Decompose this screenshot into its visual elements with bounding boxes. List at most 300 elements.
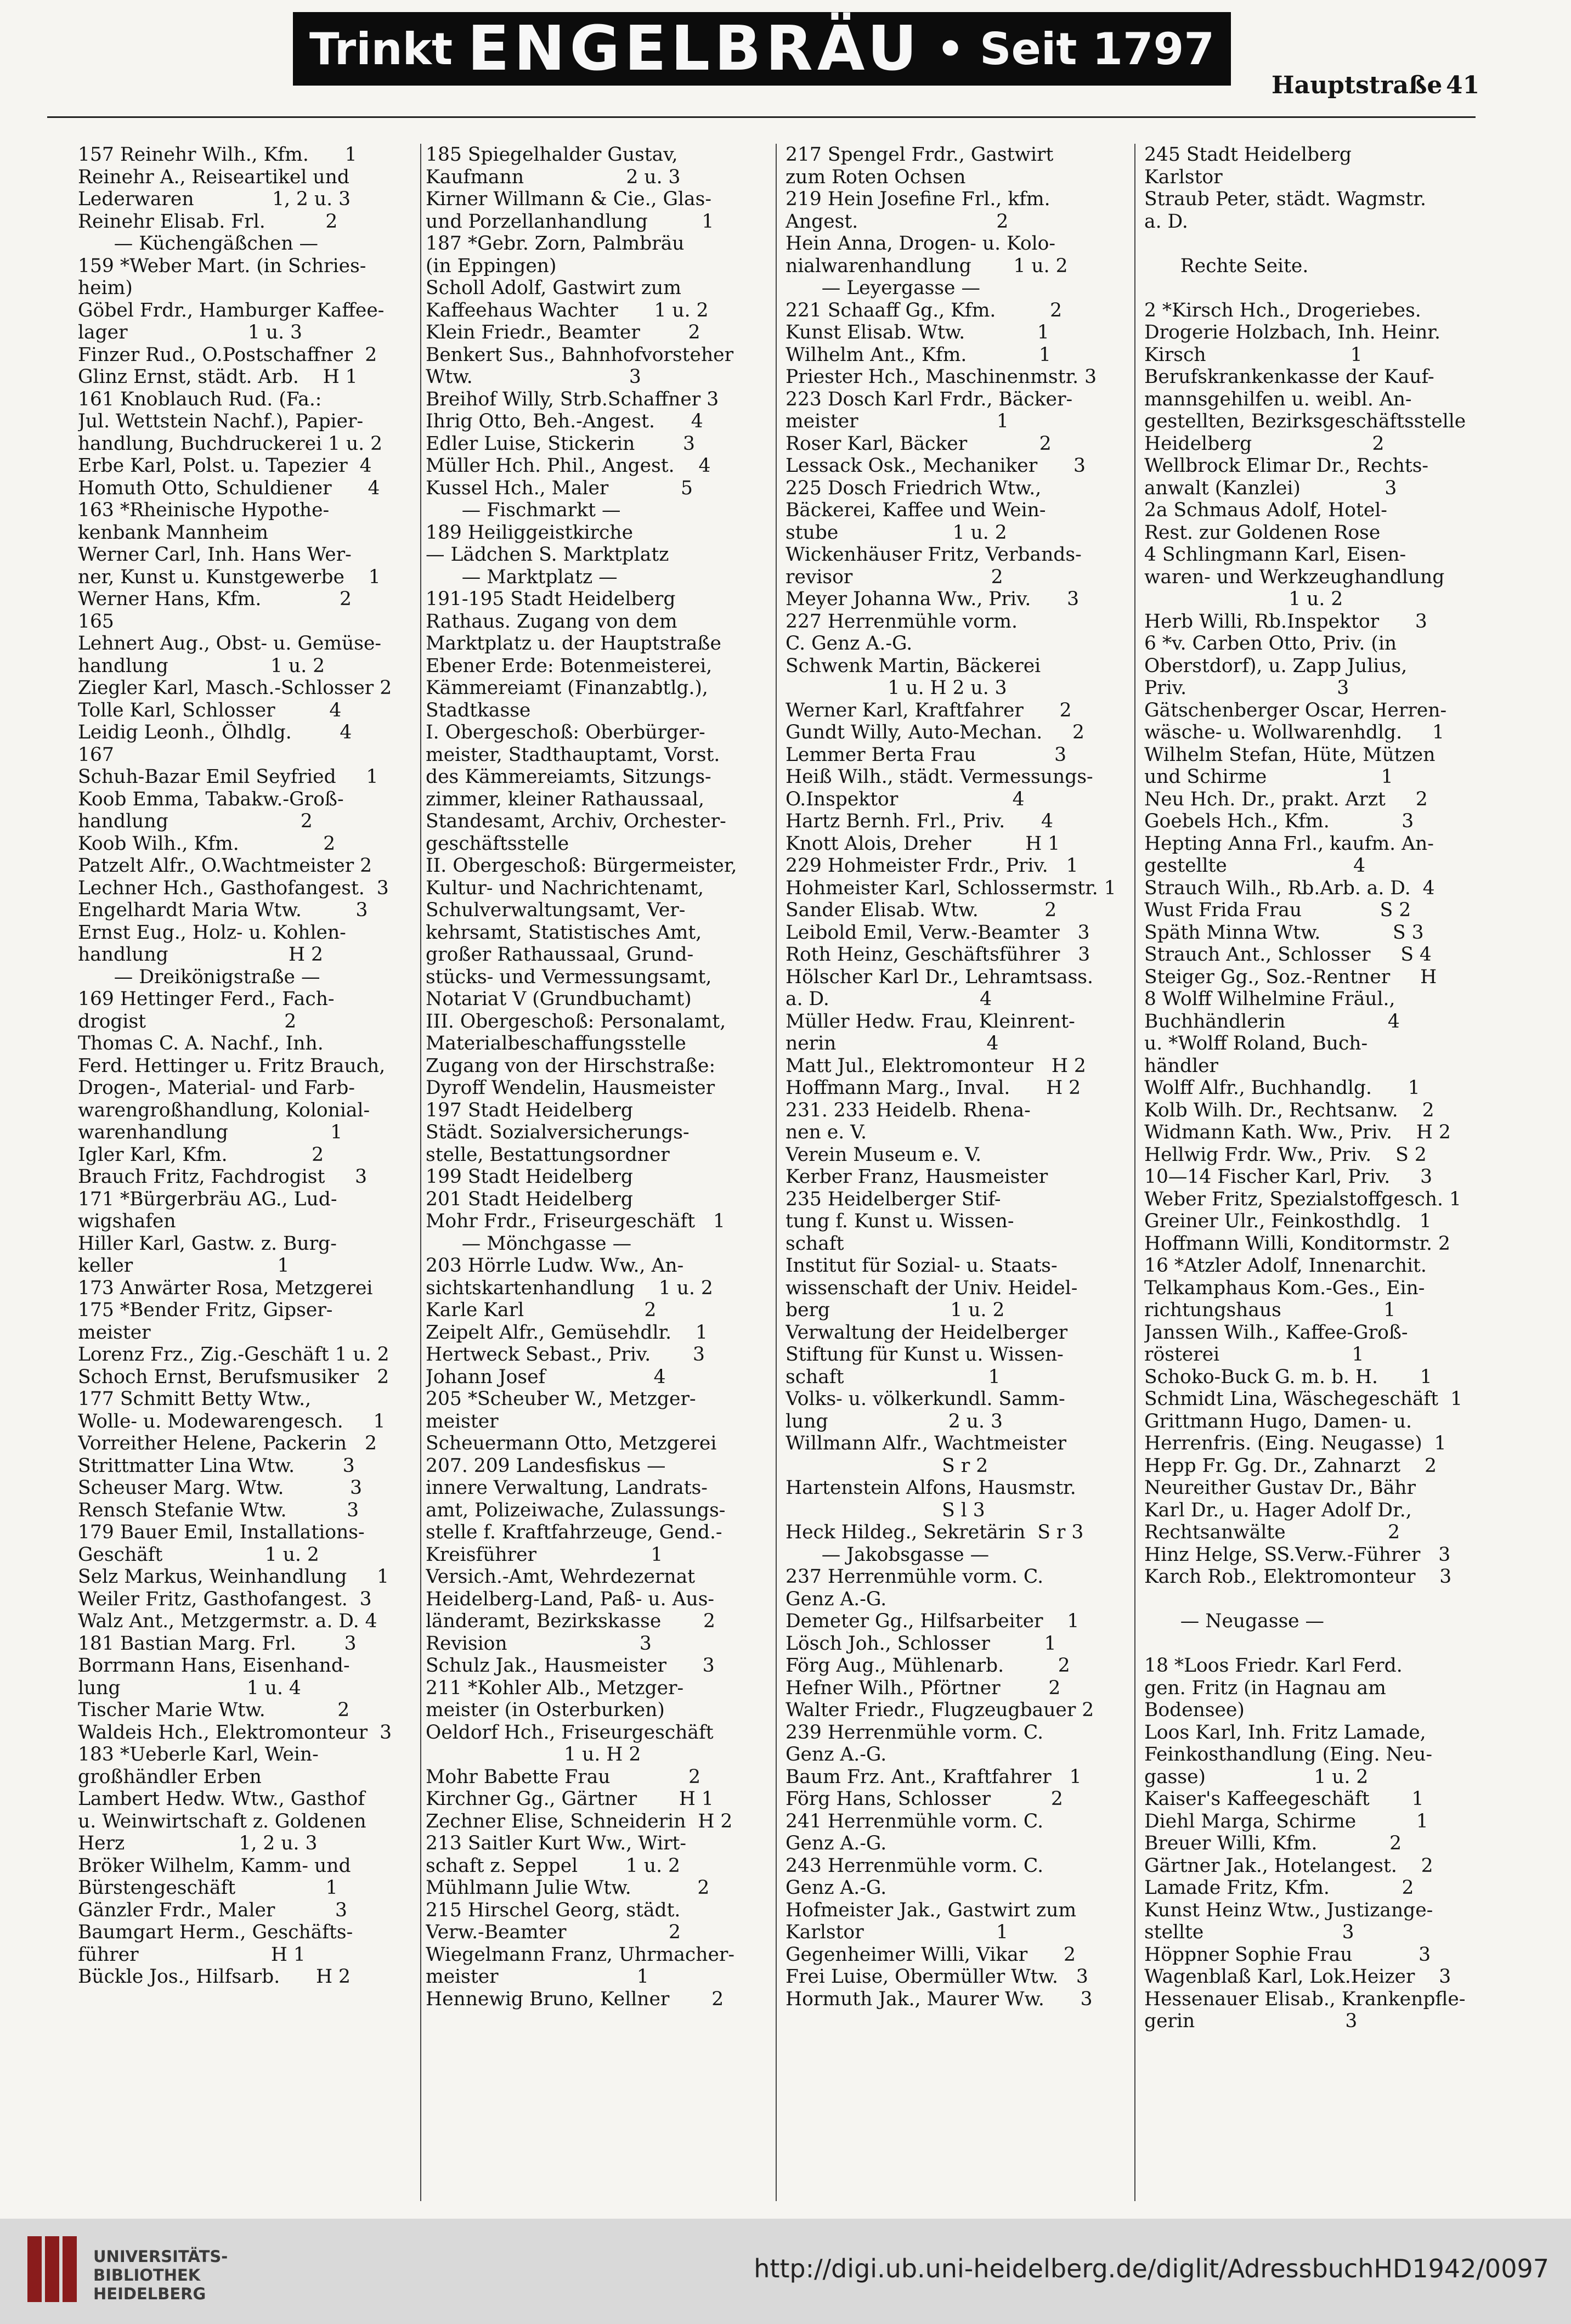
directory-entry-line: lung 1 u. 4 xyxy=(78,1677,301,1699)
directory-entry-line: des Kämmereiamts, Sitzungs- xyxy=(426,766,711,788)
directory-entry-line: Wolle- u. Modewarengesch. 1 xyxy=(78,1410,386,1432)
directory-entry-line: Walz Ant., Metzgermstr. a. D. 4 xyxy=(78,1610,377,1632)
directory-entry-line: I. Obergeschoß: Oberbürger- xyxy=(426,721,705,743)
column-1 xyxy=(78,144,416,2201)
directory-entry-line: Lösch Joh., Schlosser 1 xyxy=(786,1632,1056,1655)
directory-entry-line: Mühlmann Julie Wtw. 2 xyxy=(426,1877,710,1899)
directory-entry-line: Koob Emma, Tabakw.-Groß- xyxy=(78,788,344,810)
directory-entry-line: meister xyxy=(78,1321,151,1344)
directory-entry-line: Ferd. Hettinger u. Fritz Brauch, xyxy=(78,1054,386,1077)
directory-entry-line: stelle f. Kraftfahrzeuge, Gend.- xyxy=(426,1521,722,1543)
directory-entry-line: — Fischmarkt — xyxy=(426,499,621,521)
directory-entry-line: 219 Hein Josefine Frl., kfm. xyxy=(786,188,1050,210)
directory-entry-line: Koob Wilh., Kfm. 2 xyxy=(78,832,336,855)
directory-entry-line: Bäckerei, Kaffee und Wein- xyxy=(786,499,1046,521)
directory-entry-line: Werner Hans, Kfm. 2 xyxy=(78,588,352,610)
directory-entry-line: 245 Stadt Heidelberg xyxy=(1144,144,1352,166)
directory-entry-line: 243 Herrenmühle vorm. C. xyxy=(786,1854,1044,1877)
directory-entry-line: Strittmatter Lina Wtw. 3 xyxy=(78,1454,355,1477)
directory-entry-line: handlung H 2 xyxy=(78,944,323,966)
directory-entry-line: Müller Hch. Phil., Angest. 4 xyxy=(426,455,711,477)
directory-entry-line: Hepting Anna Frl., kaufm. An- xyxy=(1144,832,1434,855)
directory-entry-line: nerin 4 xyxy=(786,1033,999,1054)
directory-entry-line: Rensch Stefanie Wtw. 3 xyxy=(78,1499,359,1521)
directory-entry-line: zum Roten Ochsen xyxy=(786,166,966,188)
directory-entry-line: Kirner Willmann & Cie., Glas- xyxy=(426,188,711,210)
directory-entry-line: 221 Schaaff Gg., Kfm. 2 xyxy=(786,299,1063,321)
directory-entry-line: rösterei 1 xyxy=(1144,1344,1364,1366)
advertisement-banner xyxy=(293,12,1231,86)
directory-entry-line: Wickenhäuser Fritz, Verbands- xyxy=(786,544,1082,566)
directory-entry-line: Benkert Sus., Bahnhofvorsteher xyxy=(426,343,734,366)
banner-brand: ENGELBRÄU xyxy=(467,13,922,84)
directory-entry-line: keller 1 xyxy=(78,1255,290,1277)
directory-entry-line: Kaufmann 2 u. 3 xyxy=(426,166,681,188)
column-divider xyxy=(420,144,421,2201)
page-number: 41 xyxy=(1446,71,1480,99)
directory-entry-line: 175 *Bender Fritz, Gipser- xyxy=(78,1299,333,1321)
directory-entry-line: Kerber Franz, Hausmeister xyxy=(786,1166,1048,1188)
directory-entry-line: Stadtkasse xyxy=(426,699,531,721)
directory-entry-line: Neu Hch. Dr., prakt. Arzt 2 xyxy=(1144,788,1428,810)
directory-entry-line: 171 *Bürgerbräu AG., Lud- xyxy=(78,1188,337,1210)
directory-entry-line: händler xyxy=(1144,1054,1219,1077)
directory-entry-line: Goebels Hch., Kfm. 3 xyxy=(1144,810,1414,832)
directory-entry-line: Zugang von der Hirschstraße: xyxy=(426,1054,716,1077)
directory-entry-line: Jul. Wettstein Nachf.), Papier- xyxy=(78,410,364,432)
directory-entry-line: Hepp Fr. Gg. Dr., Zahnarzt 2 xyxy=(1144,1454,1437,1477)
directory-entry-line: Gärtner Jak., Hotelangest. 2 xyxy=(1144,1854,1433,1877)
directory-entry-line: 225 Dosch Friedrich Wtw., xyxy=(786,477,1042,499)
directory-entry-line: 167 xyxy=(78,743,114,766)
directory-entry-line: gasse) 1 u. 2 xyxy=(1144,1765,1369,1788)
directory-entry-line: Rechte Seite. xyxy=(1144,255,1309,277)
directory-entry-line: Borrmann Hans, Eisenhand- xyxy=(78,1655,350,1677)
directory-entry-line: Verw.-Beamter 2 xyxy=(426,1921,681,1943)
directory-entry-line: schaft xyxy=(786,1232,844,1255)
directory-entry-line: u. Weinwirtschaft z. Goldenen xyxy=(78,1810,366,1832)
directory-entry-line: gestellten, Bezirksgeschäftsstelle xyxy=(1144,410,1466,432)
directory-entry-line: 183 *Ueberle Karl, Wein- xyxy=(78,1744,319,1765)
directory-entry-line: Gegenheimer Willi, Vikar 2 xyxy=(786,1943,1076,1966)
directory-entry-line: 6 *v. Carben Otto, Priv. (in xyxy=(1144,633,1397,655)
directory-entry-line: Walter Friedr., Flugzeugbauer 2 xyxy=(786,1699,1094,1721)
directory-entry-line: Hohmeister Karl, Schlossermstr. 1 xyxy=(786,877,1116,899)
directory-entry-line: 10—14 Fischer Karl, Priv. 3 xyxy=(1144,1166,1433,1188)
directory-entry-line: Drogen-, Material- und Farb- xyxy=(78,1077,355,1099)
directory-entry-line: Gundt Willy, Auto-Mechan. 2 xyxy=(786,721,1084,743)
directory-entry-line: 215 Hirschel Georg, städt. xyxy=(426,1899,681,1921)
directory-entry-line: 231. 233 Heidelb. Rhena- xyxy=(786,1099,1031,1121)
directory-entry-line: nialwarenhandlung 1 u. 2 xyxy=(786,255,1068,277)
directory-entry-line: Matt Jul., Elektromonteur H 2 xyxy=(786,1054,1086,1077)
directory-entry-line: Breuer Willi, Kfm. 2 xyxy=(1144,1832,1402,1854)
directory-entry-line: Herb Willi, Rb.Inspektor 3 xyxy=(1144,610,1427,633)
directory-entry-line: Strauch Wilh., Rb.Arb. a. D. 4 xyxy=(1144,877,1435,899)
directory-entry-line: Buchhändlerin 4 xyxy=(1144,1010,1400,1033)
directory-entry-line: Ihrig Otto, Beh.-Angest. 4 xyxy=(426,410,703,432)
directory-entry-line: Herrenfris. (Eing. Neugasse) 1 xyxy=(1144,1432,1446,1454)
directory-entry-line: Werner Karl, Kraftfahrer 2 xyxy=(786,699,1072,721)
digitization-footer xyxy=(0,2219,1571,2324)
directory-entry-line: Standesamt, Archiv, Orchester- xyxy=(426,810,726,832)
directory-entry-line: führer H 1 xyxy=(78,1943,306,1966)
directory-entry-line: zimmer, kleiner Rathaussaal, xyxy=(426,788,704,810)
directory-entry-line: 217 Spengel Frdr., Gastwirt xyxy=(786,144,1054,166)
directory-entry-line: Greiner Ulr., Feinkosthdlg. 1 xyxy=(1144,1210,1432,1232)
directory-entry-line: Brauch Fritz, Fachdrogist 3 xyxy=(78,1166,368,1188)
directory-entry-line: Diehl Marga, Schirme 1 xyxy=(1144,1810,1428,1832)
directory-entry-line: Priv. 3 xyxy=(1144,677,1349,699)
running-head-street: Hauptstraße xyxy=(1272,71,1443,99)
column-2 xyxy=(426,144,768,2201)
directory-entry-line: Tischer Marie Wtw. 2 xyxy=(78,1699,350,1721)
directory-entry-line: Kunst Heinz Wtw., Justizange- xyxy=(1144,1899,1433,1921)
directory-entry-line: III. Obergeschoß: Personalamt, xyxy=(426,1010,726,1033)
directory-entry-line: Lamade Fritz, Kfm. 2 xyxy=(1144,1877,1414,1899)
directory-entry-line: Strauch Ant., Schlosser S 4 xyxy=(1144,944,1432,966)
directory-entry-line: Thomas C. A. Nachf., Inh. xyxy=(78,1033,324,1054)
directory-entry-line: Dyroff Wendelin, Hausmeister xyxy=(426,1077,715,1099)
directory-entry-line: Breihof Willy, Strb.Schaffner 3 xyxy=(426,388,719,410)
directory-entry-line: Kaiser's Kaffeegeschäft 1 xyxy=(1144,1788,1424,1810)
directory-entry-line: Karlstor 1 xyxy=(786,1921,1008,1943)
directory-entry-line: Lorenz Frz., Zig.-Geschäft 1 u. 2 xyxy=(78,1344,389,1366)
directory-entry-line: Erbe Karl, Polst. u. Tapezier 4 xyxy=(78,455,372,477)
directory-entry-line: länderamt, Bezirkskasse 2 xyxy=(426,1610,715,1632)
directory-entry-line: Göbel Frdr., Hamburger Kaffee- xyxy=(78,299,385,321)
directory-entry-line: Angest. 2 xyxy=(786,210,1009,233)
directory-entry-line: Gänzler Frdr., Maler 3 xyxy=(78,1899,348,1921)
directory-entry-line: Hormuth Jak., Maurer Ww. 3 xyxy=(786,1988,1093,2010)
library-name-line-1: UNIVERSITÄTS- xyxy=(93,2247,228,2266)
directory-entry-line: Höppner Sophie Frau 3 xyxy=(1144,1943,1431,1966)
directory-entry-line: drogist 2 xyxy=(78,1010,297,1033)
directory-entry-line: meister 1 xyxy=(426,1966,649,1988)
directory-entry-line: 185 Spiegelhalder Gustav, xyxy=(426,144,678,166)
directory-entry-line: Frei Luise, Obermüller Wtw. 3 xyxy=(786,1966,1088,1988)
directory-entry-line: 161 Knoblauch Rud. (Fa.: xyxy=(78,388,322,410)
directory-entry-line: ner, Kunst u. Kunstgewerbe 1 xyxy=(78,566,381,588)
directory-entry-line: meister xyxy=(426,1410,499,1432)
directory-entry-line: Hertweck Sebast., Priv. 3 xyxy=(426,1344,705,1366)
directory-entry-line: Marktplatz u. der Hauptstraße xyxy=(426,633,721,655)
directory-entry-line: Verein Museum e. V. xyxy=(786,1143,982,1166)
directory-entry-line: Heiß Wilh., städt. Vermessungs- xyxy=(786,766,1093,788)
directory-entry-line: 199 Stadt Heidelberg xyxy=(426,1166,633,1188)
directory-entry-line: sichtskartenhandlung 1 u. 2 xyxy=(426,1277,713,1299)
directory-entry-line: gen. Fritz (in Hagnau am xyxy=(1144,1677,1386,1699)
directory-entry-line: Ernst Eug., Holz- u. Kohlen- xyxy=(78,921,346,944)
directory-entry-line: S l 3 xyxy=(786,1499,985,1521)
directory-entry-line: Roser Karl, Bäcker 2 xyxy=(786,432,1052,455)
directory-entry-line: anwalt (Kanzlei) 3 xyxy=(1144,477,1397,499)
directory-entry-line: Bückle Jos., Hilfsarb. H 2 xyxy=(78,1966,351,1988)
directory-entry-line: Grittmann Hugo, Damen- u. xyxy=(1144,1410,1412,1432)
directory-entry-line: Kultur- und Nachrichtenamt, xyxy=(426,877,704,899)
directory-entry-line: Steiger Gg., Soz.-Rentner H xyxy=(1144,966,1437,988)
directory-entry-line: 165 xyxy=(78,610,114,633)
directory-entry-line: Verwaltung der Heidelberger xyxy=(786,1321,1068,1344)
directory-entry-line: 213 Saitler Kurt Ww., Wirt- xyxy=(426,1832,687,1854)
directory-entry-line: — Dreikönigstraße — xyxy=(78,966,320,988)
directory-entry-line: Karl Dr., u. Hager Adolf Dr., xyxy=(1144,1499,1412,1521)
directory-entry-line: 169 Hettinger Ferd., Fach- xyxy=(78,988,335,1010)
directory-entry-line: Genz A.-G. xyxy=(786,1588,887,1610)
directory-entry-line: 179 Bauer Emil, Installations- xyxy=(78,1521,365,1543)
directory-entry-line: Lemmer Berta Frau 3 xyxy=(786,743,1067,766)
directory-entry-line: Heidelberg-Land, Paß- u. Aus- xyxy=(426,1588,715,1610)
directory-entry-line: Kirchner Gg., Gärtner H 1 xyxy=(426,1788,714,1810)
directory-entry-line: Klein Friedr., Beamter 2 xyxy=(426,321,700,343)
directory-entry-line: Weber Fritz, Spezialstoffgesch. 1 xyxy=(1144,1188,1461,1210)
directory-entry-line: Mohr Frdr., Friseurgeschäft 1 xyxy=(426,1210,725,1232)
column-4 xyxy=(1144,144,1490,2201)
directory-entry-line: stube 1 u. 2 xyxy=(786,521,1007,544)
directory-entry-line: Bröker Wilhelm, Kamm- und xyxy=(78,1854,351,1877)
directory-entry-line xyxy=(1144,1633,1490,1655)
directory-entry-line: Wust Frida Frau S 2 xyxy=(1144,899,1411,921)
source-url-link[interactable]: http://digi.ub.uni-heidelberg.de/diglit/AdressbuchHD1942/0097 xyxy=(754,2254,1549,2283)
directory-entry-line: lager 1 u. 3 xyxy=(78,321,302,343)
directory-entry-line: 4 Schlingmann Karl, Eisen- xyxy=(1144,544,1406,566)
directory-entry-line: u. *Wolff Roland, Buch- xyxy=(1144,1033,1368,1054)
directory-entry-line: Hartenstein Alfons, Hausmstr. xyxy=(786,1477,1076,1499)
directory-entry-line: — Leyergasse — xyxy=(786,277,980,299)
directory-entry-line: Hein Anna, Drogen- u. Kolo- xyxy=(786,233,1056,255)
directory-entry-line: handlung 2 xyxy=(78,810,313,832)
column-3 xyxy=(786,144,1126,2201)
directory-entry-line: Baumgart Herm., Geschäfts- xyxy=(78,1921,353,1943)
directory-entry-line: wäsche- u. Wollwarenhdlg. 1 xyxy=(1144,721,1444,743)
directory-entry-line: 159 *Weber Mart. (in Schries- xyxy=(78,255,366,277)
directory-entry-line: Finzer Rud., O.Postschaffner 2 xyxy=(78,343,377,366)
directory-entry-line: Revision 3 xyxy=(426,1632,652,1655)
directory-entry-line: Hefner Wilh., Pförtner 2 xyxy=(786,1677,1061,1699)
directory-entry-line: Straub Peter, städt. Wagmstr. xyxy=(1144,188,1426,210)
directory-entry-line: Kirsch 1 xyxy=(1144,343,1363,366)
directory-entry-line: 16 *Atzler Adolf, Innenarchit. xyxy=(1144,1255,1427,1277)
directory-entry-line xyxy=(1144,1588,1490,1611)
directory-entry-line: 1 u. H 2 u. 3 xyxy=(786,677,1007,699)
directory-entry-line: Zechner Elise, Schneiderin H 2 xyxy=(426,1810,733,1832)
directory-entry-line: Hessenauer Elisab., Krankenpfle- xyxy=(1144,1988,1466,2010)
directory-entry-line: Mohr Babette Frau 2 xyxy=(426,1765,701,1788)
directory-entry-line: Wilhelm Ant., Kfm. 1 xyxy=(786,343,1051,366)
directory-entry-line: meister (in Osterburken) xyxy=(426,1699,665,1721)
directory-entry-line: stellte 3 xyxy=(1144,1921,1354,1943)
directory-entry-line: Johann Josef 4 xyxy=(426,1366,666,1388)
directory-entry-line: Feinkosthandlung (Eing. Neu- xyxy=(1144,1744,1432,1765)
directory-entry-line: Reinehr Elisab. Frl. 2 xyxy=(78,210,338,233)
directory-entry-line: Rechtsanwälte 2 xyxy=(1144,1521,1400,1543)
directory-entry-line: Schuh-Bazar Emil Seyfried 1 xyxy=(78,766,378,788)
directory-entry-line: heim) xyxy=(78,277,133,299)
directory-entry-line: Glinz Ernst, städt. Arb. H 1 xyxy=(78,366,358,388)
directory-entry-line: Karch Rob., Elektromonteur 3 xyxy=(1144,1566,1452,1588)
directory-entry-line: kehrsamt, Statistisches Amt, xyxy=(426,921,702,944)
directory-entry-line: Widmann Kath. Ww., Priv. H 2 xyxy=(1144,1121,1451,1143)
directory-entry-line: C. Genz A.-G. xyxy=(786,633,913,655)
directory-entry-line: Bodensee) xyxy=(1144,1699,1245,1721)
directory-entry-line: amt, Polizeiwache, Zulassungs- xyxy=(426,1499,726,1521)
directory-entry-line: Wiegelmann Franz, Uhrmacher- xyxy=(426,1943,735,1966)
directory-entry-line: Meyer Johanna Ww., Priv. 3 xyxy=(786,588,1080,610)
directory-entry-line: Bürstengeschäft 1 xyxy=(78,1877,338,1899)
directory-entry-line: 2a Schmaus Adolf, Hotel- xyxy=(1144,499,1387,521)
directory-entry-line: Leibold Emil, Verw.-Beamter 3 xyxy=(786,921,1090,944)
directory-entry-line: schaft 1 xyxy=(786,1366,1001,1388)
directory-entry-line: revisor 2 xyxy=(786,566,1003,588)
directory-entry-line: richtungshaus 1 xyxy=(1144,1299,1396,1321)
directory-entry-line: Hellwig Frdr. Ww., Priv. S 2 xyxy=(1144,1143,1427,1166)
directory-entry-line: 8 Wolff Wilhelmine Fräul., xyxy=(1144,988,1395,1010)
directory-entry-line: Schulverwaltungsamt, Ver- xyxy=(426,899,686,921)
column-divider xyxy=(776,144,777,2201)
banner-text-1: Trinkt xyxy=(309,23,453,75)
directory-entry-line: Wellbrock Elimar Dr., Rechts- xyxy=(1144,455,1429,477)
directory-entry-line: handlung, Buchdruckerei 1 u. 2 xyxy=(78,432,383,455)
directory-entry-line: 235 Heidelberger Stif- xyxy=(786,1188,1001,1210)
directory-entry-line: Scheuser Marg. Wtw. 3 xyxy=(78,1477,363,1499)
directory-entry-line: Versich.-Amt, Wehrdezernat xyxy=(426,1566,696,1588)
directory-entry-line: — Marktplatz — xyxy=(426,566,618,588)
directory-entry-line: handlung 1 u. 2 xyxy=(78,655,325,677)
directory-entry-line: Engelhardt Maria Wtw. 3 xyxy=(78,899,368,921)
directory-entry-line: Baum Frz. Ant., Kraftfahrer 1 xyxy=(786,1765,1082,1788)
directory-entry-line: 205 *Scheuber W., Metzger- xyxy=(426,1388,696,1410)
directory-entry-line: schaft z. Seppel 1 u. 2 xyxy=(426,1854,680,1877)
directory-entry-line: meister, Stadthauptamt, Vorst. xyxy=(426,743,720,766)
directory-entry-line: Drogerie Holzbach, Inh. Heinr. xyxy=(1144,321,1440,343)
directory-entry-line: Vorreither Helene, Packerin 2 xyxy=(78,1432,377,1454)
directory-entry-line: Patzelt Alfr., O.Wachtmeister 2 xyxy=(78,855,372,877)
directory-entry-line xyxy=(1144,277,1490,300)
directory-entry-line: Waldeis Hch., Elektromonteur 3 xyxy=(78,1721,392,1744)
directory-entry-line: 197 Stadt Heidelberg xyxy=(426,1099,633,1121)
library-logo-icon xyxy=(22,2231,82,2308)
directory-entry-line: lung 2 u. 3 xyxy=(786,1410,1003,1432)
directory-entry-line: 1 u. H 2 xyxy=(426,1744,641,1765)
directory-entry-line: Hoffmann Willi, Konditormstr. 2 xyxy=(1144,1232,1450,1255)
directory-entry-line: Zeipelt Alfr., Gemüsehdlr. 1 xyxy=(426,1321,708,1344)
directory-entry-line: Genz A.-G. xyxy=(786,1832,887,1854)
directory-entry-line: 237 Herrenmühle vorm. C. xyxy=(786,1566,1044,1588)
directory-entry-line: Priester Hch., Maschinenmstr. 3 xyxy=(786,366,1097,388)
directory-entry-line: Sander Elisab. Wtw. 2 xyxy=(786,899,1057,921)
directory-entry-line: Telkamphaus Kom.-Ges., Ein- xyxy=(1144,1277,1425,1299)
directory-entry-line: Schoch Ernst, Berufsmusiker 2 xyxy=(78,1366,389,1388)
directory-entry-line: Kussel Hch., Maler 5 xyxy=(426,477,693,499)
directory-entry-line: a. D. 4 xyxy=(786,988,992,1010)
directory-entry-line: Genz A.-G. xyxy=(786,1744,887,1765)
directory-entry-line: Hennewig Bruno, Kellner 2 xyxy=(426,1988,724,2010)
directory-entry-line: Scholl Adolf, Gastwirt zum xyxy=(426,277,681,299)
directory-entry-line: Igler Karl, Kfm. 2 xyxy=(78,1143,324,1166)
directory-entry-line: Müller Hedw. Frau, Kleinrent- xyxy=(786,1010,1075,1033)
directory-entry-line: 18 *Loos Friedr. Karl Ferd. xyxy=(1144,1655,1403,1677)
directory-entry-line: Demeter Gg., Hilfsarbeiter 1 xyxy=(786,1610,1080,1632)
directory-entry-line: 1 u. 2 xyxy=(1144,588,1343,610)
directory-entry-line: Späth Minna Wtw. S 3 xyxy=(1144,921,1424,944)
directory-entry-line: Oeldorf Hch., Friseurgeschäft xyxy=(426,1721,714,1744)
directory-entry-line: Berufskrankenkasse der Kauf- xyxy=(1144,366,1434,388)
directory-entry-line: Lederwaren 1, 2 u. 3 xyxy=(78,188,351,210)
directory-entry-line: Schulz Jak., Hausmeister 3 xyxy=(426,1655,715,1677)
directory-entry-line xyxy=(1144,233,1490,255)
directory-entry-line: Wilhelm Stefan, Hüte, Mützen xyxy=(1144,743,1436,766)
directory-entry-line: 157 Reinehr Wilh., Kfm. 1 xyxy=(78,144,357,166)
directory-entry-line: Städt. Sozialversicherungs- xyxy=(426,1121,690,1143)
directory-entry-line: (in Eppingen) xyxy=(426,255,557,277)
directory-entry-line: Roth Heinz, Geschäftsführer 3 xyxy=(786,944,1090,966)
directory-entry-line: Leidig Leonh., Ölhdlg. 4 xyxy=(78,721,352,743)
directory-entry-line: 207. 209 Landesfiskus — xyxy=(426,1454,666,1477)
directory-entry-line: 191-195 Stadt Heidelberg xyxy=(426,588,676,610)
directory-entry-line: meister 1 xyxy=(786,410,1009,432)
directory-entry-line: wissenschaft der Univ. Heidel- xyxy=(786,1277,1078,1299)
directory-entry-line: Scheuermann Otto, Metzgerei xyxy=(426,1432,717,1454)
directory-entry-line: 2 *Kirsch Hch., Drogeriebes. xyxy=(1144,299,1421,321)
column-divider xyxy=(1134,144,1135,2201)
directory-entry-line: Knott Alois, Dreher H 1 xyxy=(786,832,1060,855)
directory-entry-line: Materialbeschaffungsstelle xyxy=(426,1033,686,1054)
directory-entry-line: Gätschenberger Oscar, Herren- xyxy=(1144,699,1447,721)
directory-entry-line: Lambert Hedw. Wtw., Gasthof xyxy=(78,1788,365,1810)
directory-entry-line: 227 Herrenmühle vorm. xyxy=(786,610,1018,633)
directory-entry-line: und Schirme 1 xyxy=(1144,766,1393,788)
directory-entry-line: Schwenk Martin, Bäckerei xyxy=(786,655,1041,677)
directory-entry-line: Kaffeehaus Wachter 1 u. 2 xyxy=(426,299,709,321)
directory-entry-line: Neureither Gustav Dr., Bähr xyxy=(1144,1477,1416,1499)
directory-entry-line: Stiftung für Kunst u. Wissen- xyxy=(786,1344,1064,1366)
directory-entry-line: 203 Hörrle Ludw. Ww., An- xyxy=(426,1255,684,1277)
directory-entry-line: mannsgehilfen u. weibl. An- xyxy=(1144,388,1412,410)
directory-entry-line: tung f. Kunst u. Wissen- xyxy=(786,1210,1014,1232)
directory-entry-line: — Küchengäßchen — xyxy=(78,233,319,255)
directory-entry-line: 173 Anwärter Rosa, Metzgerei xyxy=(78,1277,373,1299)
directory-entry-line: nen e. V. xyxy=(786,1121,867,1143)
directory-entry-line: — Lädchen S. Marktplatz xyxy=(426,544,669,566)
directory-entry-line: Geschäft 1 u. 2 xyxy=(78,1543,319,1566)
directory-entry-line: Hoffmann Marg., Inval. H 2 xyxy=(786,1077,1081,1099)
directory-entry-line: waren- und Werkzeughandlung xyxy=(1144,566,1445,588)
directory-entry-line: Förg Hans, Schlosser 2 xyxy=(786,1788,1063,1810)
directory-entry-line: Kämmereiamt (Finanzabtlg.), xyxy=(426,677,708,699)
directory-entry-line: 163 *Rheinische Hypothe- xyxy=(78,499,330,521)
directory-entry-line: Weiler Fritz, Gasthofangest. 3 xyxy=(78,1588,372,1610)
directory-entry-line: Lehnert Aug., Obst- u. Gemüse- xyxy=(78,633,382,655)
directory-entry-line: innere Verwaltung, Landrats- xyxy=(426,1477,708,1499)
directory-entry-line: Loos Karl, Inh. Fritz Lamade, xyxy=(1144,1721,1426,1744)
directory-entry-line: Genz A.-G. xyxy=(786,1877,887,1899)
directory-entry-line: — Jakobsgasse — xyxy=(786,1543,990,1566)
library-name-line-3: HEIDELBERG xyxy=(93,2284,206,2303)
directory-entry-line: 211 *Kohler Alb., Metzger- xyxy=(426,1677,684,1699)
directory-entry-line: Förg Aug., Mühlenarb. 2 xyxy=(786,1655,1070,1677)
directory-entry-line: Institut für Sozial- u. Staats- xyxy=(786,1255,1058,1277)
directory-entry-line: Hofmeister Jak., Gastwirt zum xyxy=(786,1899,1077,1921)
banner-text-3: • Seit 1797 xyxy=(936,23,1214,75)
directory-entry-line: 241 Herrenmühle vorm. C. xyxy=(786,1810,1044,1832)
directory-entry-line: Homuth Otto, Schuldiener 4 xyxy=(78,477,380,499)
header-rule xyxy=(47,116,1476,118)
directory-entry-line: großer Rathaussaal, Grund- xyxy=(426,944,694,966)
directory-entry-line: warenhandlung 1 xyxy=(78,1121,343,1143)
directory-entry-line: Heck Hildeg., Sekretärin S r 3 xyxy=(786,1521,1084,1543)
directory-entry-line: und Porzellanhandlung 1 xyxy=(426,210,714,233)
directory-entry-line: Schmidt Lina, Wäschegeschäft 1 xyxy=(1144,1388,1463,1410)
